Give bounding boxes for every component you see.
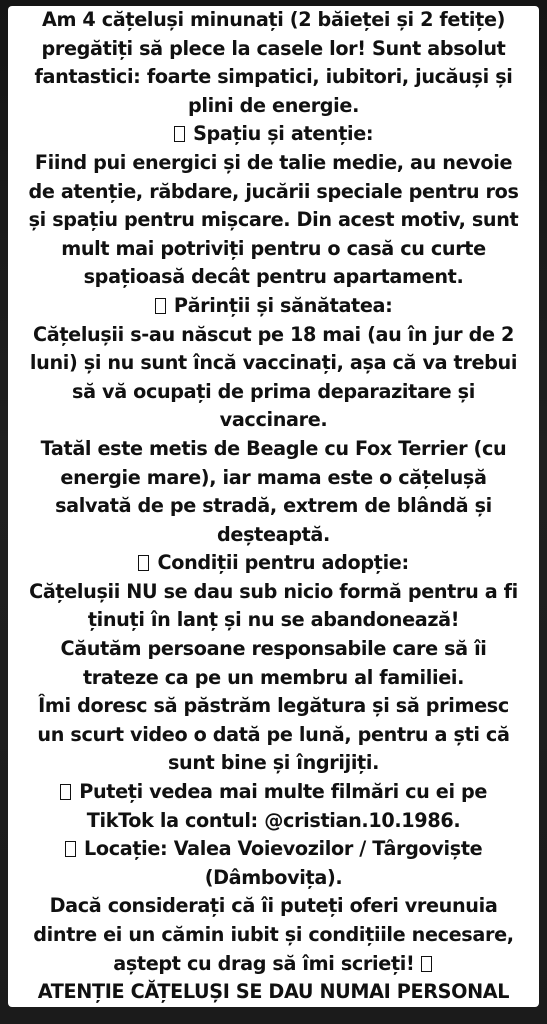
text-line-content: TikTok la contul: @cristian.10.1986. (86, 808, 461, 832)
text-line (12, 206, 535, 235)
text-line (12, 178, 535, 207)
text-line (12, 749, 535, 778)
text-line-content: sunt bine și îngrijiți. (167, 751, 380, 775)
text-line-content: Căutăm persoane responsabile care să îi (60, 637, 487, 661)
text-line (12, 721, 535, 750)
text-line-content: plini de energie. (187, 93, 360, 117)
text-line-content: spațioasă decât pentru apartament. (83, 265, 464, 289)
text-line-content: Spațiu și atenție: (193, 122, 374, 146)
text-line (12, 978, 535, 1007)
missing-emoji-icon (65, 841, 76, 857)
text-line (12, 892, 535, 921)
text-line (12, 692, 535, 721)
text-line (12, 263, 535, 292)
text-line (12, 92, 535, 121)
text-line (12, 378, 535, 407)
text-line-content: luni) și nu sunt încă vaccinați, așa că va trebui (29, 351, 518, 375)
text-line (12, 35, 535, 64)
text-line-content: fantastici: foarte simpatici, iubitori, jucăuși și (34, 65, 513, 89)
text-line (12, 921, 535, 950)
missing-emoji-icon (138, 555, 149, 571)
text-line (12, 578, 535, 607)
text-line-content: Locație: Valea Voievozilor / Târgoviște (84, 837, 483, 861)
missing-emoji-icon (421, 956, 432, 972)
text-line (12, 521, 535, 550)
text-line (12, 349, 535, 378)
text-line-content: Cățelușii NU se dau sub nicio formă pentru a fi (29, 579, 518, 603)
text-line-content: Părinții și sănătatea: (173, 293, 393, 317)
text-line (12, 549, 535, 578)
text-line (12, 778, 535, 807)
text-line-content: pregătiți să plece la casele lor! Sunt absolut (41, 36, 506, 60)
text-line (12, 406, 535, 435)
text-line (12, 807, 535, 836)
text-line-content: salvată de pe stradă, extrem de blândă și (55, 494, 492, 518)
text-line (12, 606, 535, 635)
text-line-content: ținuți în lanț și nu se abandonează! (87, 608, 460, 632)
text-line-content: trateze ca pe un membru al familiei. (82, 665, 465, 689)
text-line (12, 321, 535, 350)
text-line-content: și spațiu pentru mișcare. Din acest motiv, sunt (28, 208, 519, 232)
text-line (12, 120, 535, 149)
text-line (12, 835, 535, 864)
text-line-content: vaccinare. (219, 408, 328, 432)
text-line-content: deșteaptă. (217, 522, 330, 546)
missing-emoji-icon (155, 298, 166, 314)
text-line (12, 464, 535, 493)
text-line (12, 492, 535, 521)
text-line (12, 950, 535, 979)
text-line (12, 435, 535, 464)
text-line (12, 664, 535, 693)
missing-emoji-icon (174, 126, 185, 142)
text-line-content: ATENȚIE CĂȚELUȘI SE DAU NUMAI PERSONAL (37, 980, 510, 1004)
text-line-content: Condiții pentru adopție: (157, 551, 409, 575)
text-line-content: Tatăl este metis de Beagle cu Fox Terrier (cu (40, 436, 507, 460)
text-line (12, 292, 535, 321)
text-line (12, 235, 535, 264)
text-line-content: Îmi doresc să păstrăm legătura și să primesc (38, 694, 509, 718)
text-line-content: Am 4 cățeluși minunați (2 băieței și 2 fetițe) (41, 8, 506, 31)
text-line-content: Puteți vedea mai multe filmări cu ei pe (79, 780, 488, 804)
text-line (12, 149, 535, 178)
text-line (12, 6, 535, 35)
text-line-content: (Dâmbovița). (204, 865, 343, 889)
text-line-content: un scurt video o dată pe lună, pentru a ști că (37, 722, 510, 746)
text-line-content: de atenție, răbdare, jucării speciale pentru ros (28, 179, 519, 203)
text-line-content: dintre ei un cămin iubit și condițiile necesare, (33, 923, 514, 946)
text-line-content: energie mare), iar mama este o cățelușă (60, 465, 487, 489)
text-line-content: să vă ocupați de prima deparazitare și (72, 379, 475, 403)
text-line-content: aștept cu drag să îmi scrieți! (113, 951, 415, 975)
text-line-content: Fiind pui energici și de talie medie, au nevoie (34, 150, 513, 174)
text-line-content: Dacă considerați că îi puteți oferi vreunuia (49, 894, 498, 918)
text-line (12, 63, 535, 92)
adoption-post-text (8, 6, 539, 1007)
text-line-content: mult mai potriviți pentru o casă cu curte (61, 236, 486, 260)
text-line (12, 635, 535, 664)
missing-emoji-icon (60, 784, 71, 800)
text-line (12, 864, 535, 893)
text-line-content: Cățelușii s-au născut pe 18 mai (au în jur de 2 (33, 322, 514, 346)
